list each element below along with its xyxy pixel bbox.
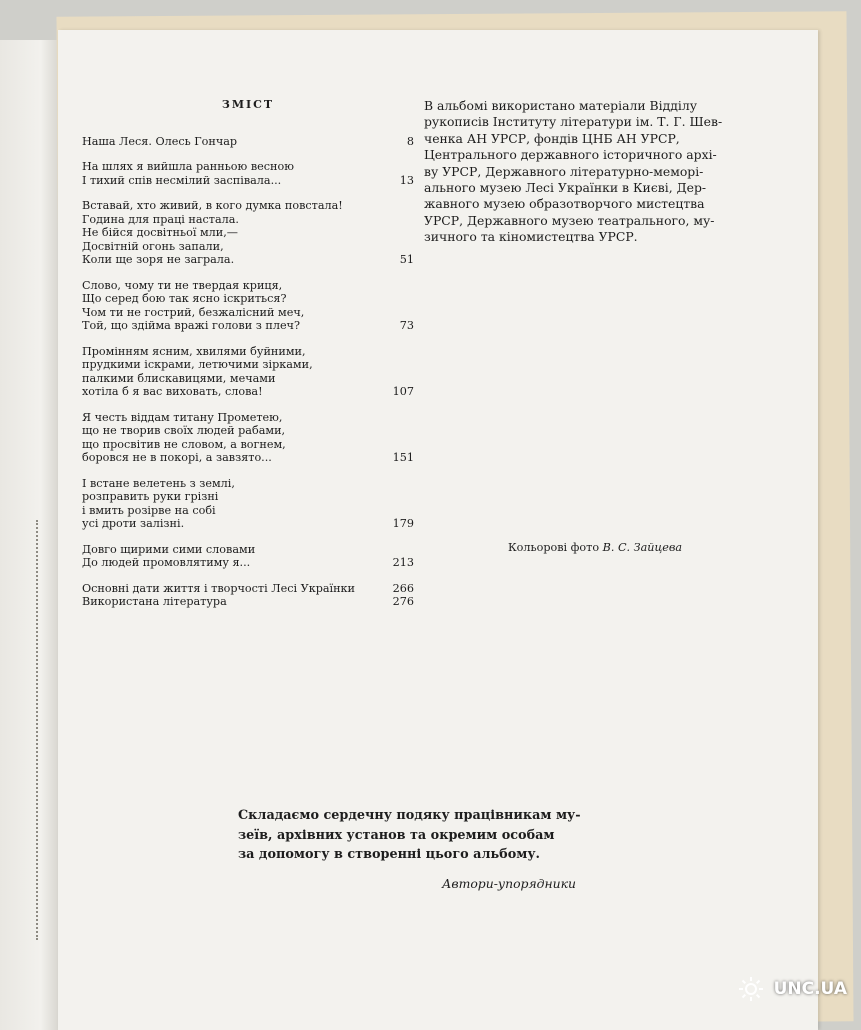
toc-entry-line: На шлях я вийшла ранньою весною — [82, 160, 294, 173]
toc-appendix — [82, 582, 414, 609]
toc-entry-line: хотіла б я вас виховать, слова! — [82, 385, 263, 398]
acknowledgement-line: за допомогу в створенні цього альбому. — [238, 847, 540, 862]
credits-line: Центрального державного історичного архі- — [424, 147, 717, 163]
toc-page-number: 151 — [392, 451, 414, 464]
toc-entry-line: прудкими іскрами, летючими зірками, — [82, 358, 313, 371]
toc-entry-line: розправить руки грізні — [82, 490, 219, 503]
toc-entry-line: Коли ще зоря не заграла. — [82, 253, 235, 266]
toc-entry-line: Що серед бою так ясно іскриться? — [82, 292, 287, 305]
toc-entry — [82, 477, 414, 531]
materials-credits — [424, 98, 744, 246]
credits-line: зичного та кіномистецтва УРСР. — [424, 229, 638, 245]
toc-entry — [82, 543, 414, 570]
toc-entry-line: Вставай, хто живий, в кого думка повстала! — [82, 199, 343, 212]
toc-entry-line: Довго щирими сими словами — [82, 542, 256, 556]
toc-page-number: 73 — [399, 319, 414, 332]
credits-line: УРСР, Державного музею театрального, му- — [424, 212, 715, 228]
toc-appendix-label: Використана література — [82, 595, 227, 608]
toc-appendix-label: Основні дати життя і творчості Лесі Українки — [82, 581, 356, 595]
acknowledgement-line: зеїв, архівних установ та окремим особам — [238, 827, 555, 843]
toc-entry — [82, 199, 414, 267]
toc-entry-line: палкими блискавицями, мечами — [82, 371, 276, 385]
table-of-contents — [82, 98, 414, 609]
binding-stitches — [36, 520, 44, 940]
toc-page-number: 107 — [392, 385, 414, 398]
credits-line: рукописів Інституту літератури ім. Т. Г. Шев- — [424, 114, 723, 130]
toc-entry-line: І тихий спів несмілий заспівала... — [82, 173, 282, 187]
toc-entry — [82, 345, 414, 399]
toc-entry-line: Наша Леся. Олесь Гончар — [82, 134, 238, 148]
toc-entry-line: До людей промовлятиму я... — [82, 556, 251, 569]
acknowledgement-signature: Автори-упорядники — [442, 876, 577, 891]
watermark-text: UNC.UA — [773, 979, 847, 999]
toc-entry — [82, 135, 414, 149]
acknowledgement — [238, 806, 598, 865]
toc-entry-line: Не бійся досвітньої мли,— — [82, 226, 238, 239]
photo-credit-label: Кольорові фото — [508, 541, 600, 554]
toc-entry-line: Година для праці настала. — [82, 212, 239, 226]
toc-title: ЗМІСТ — [221, 98, 275, 111]
toc-entry-line: Слово, чому ти не твердая криця, — [82, 278, 283, 292]
toc-entry-line: що не творив своїх людей рабами, — [82, 424, 286, 437]
toc-entry-line: і вмить розірве на собі — [82, 503, 216, 517]
toc-entry-line: що просвітив не словом, а вогнем, — [82, 437, 286, 451]
toc-entry — [82, 279, 414, 333]
toc-page-number: 213 — [392, 556, 414, 569]
credits-line: В альбомі використано матеріали Відділу — [424, 98, 697, 113]
toc-page-number: 276 — [392, 595, 414, 608]
credits-line: жавного музею образотворчого мистецтва — [424, 196, 705, 212]
facing-page-edge — [0, 40, 59, 1030]
toc-entry-line: Чом ти не гострий, безжалісний меч, — [82, 305, 305, 319]
photo-credit-author: В. С. Зайцева — [602, 541, 683, 554]
acknowledgement-line: Складаємо сердечну подяку працівникам му- — [238, 808, 581, 823]
toc-entry-line: Досвітній огонь запали, — [82, 239, 224, 253]
toc-page-number: 179 — [392, 517, 414, 530]
credits-line: ченка АН УРСР, фондів ЦНБ АН УРСР, — [424, 130, 680, 146]
photo-credit — [508, 541, 682, 554]
toc-entry-line: Промінням ясним, хвилями буйними, — [82, 344, 306, 358]
toc-appendix-row — [82, 595, 414, 609]
toc-entry-line: боровся не в покорі, а завзято... — [82, 451, 272, 464]
toc-entry-line: Я честь віддам титану Прометею, — [82, 410, 283, 424]
toc-page-number: 266 — [392, 581, 414, 595]
toc-entry — [82, 160, 414, 187]
toc-entry-line: усі дроти залізні. — [82, 517, 185, 530]
credits-line: ального музею Лесі Українки в Києві, Дер- — [424, 180, 707, 196]
toc-page-number: 13 — [399, 173, 414, 187]
sun-logo-icon — [738, 976, 764, 1002]
toc-page-number: 51 — [399, 253, 414, 266]
book-page — [58, 30, 818, 1030]
toc-entry — [82, 411, 414, 465]
credits-line: ву УРСР, Державного літературно-меморі- — [424, 163, 704, 179]
site-watermark — [738, 976, 847, 1002]
toc-page-number: 8 — [406, 134, 414, 148]
toc-entry-line: І встане велетень з землі, — [82, 476, 235, 490]
toc-appendix-row — [82, 581, 414, 596]
toc-entry-line: Той, що здійма вражі голови з плеч? — [82, 319, 300, 332]
